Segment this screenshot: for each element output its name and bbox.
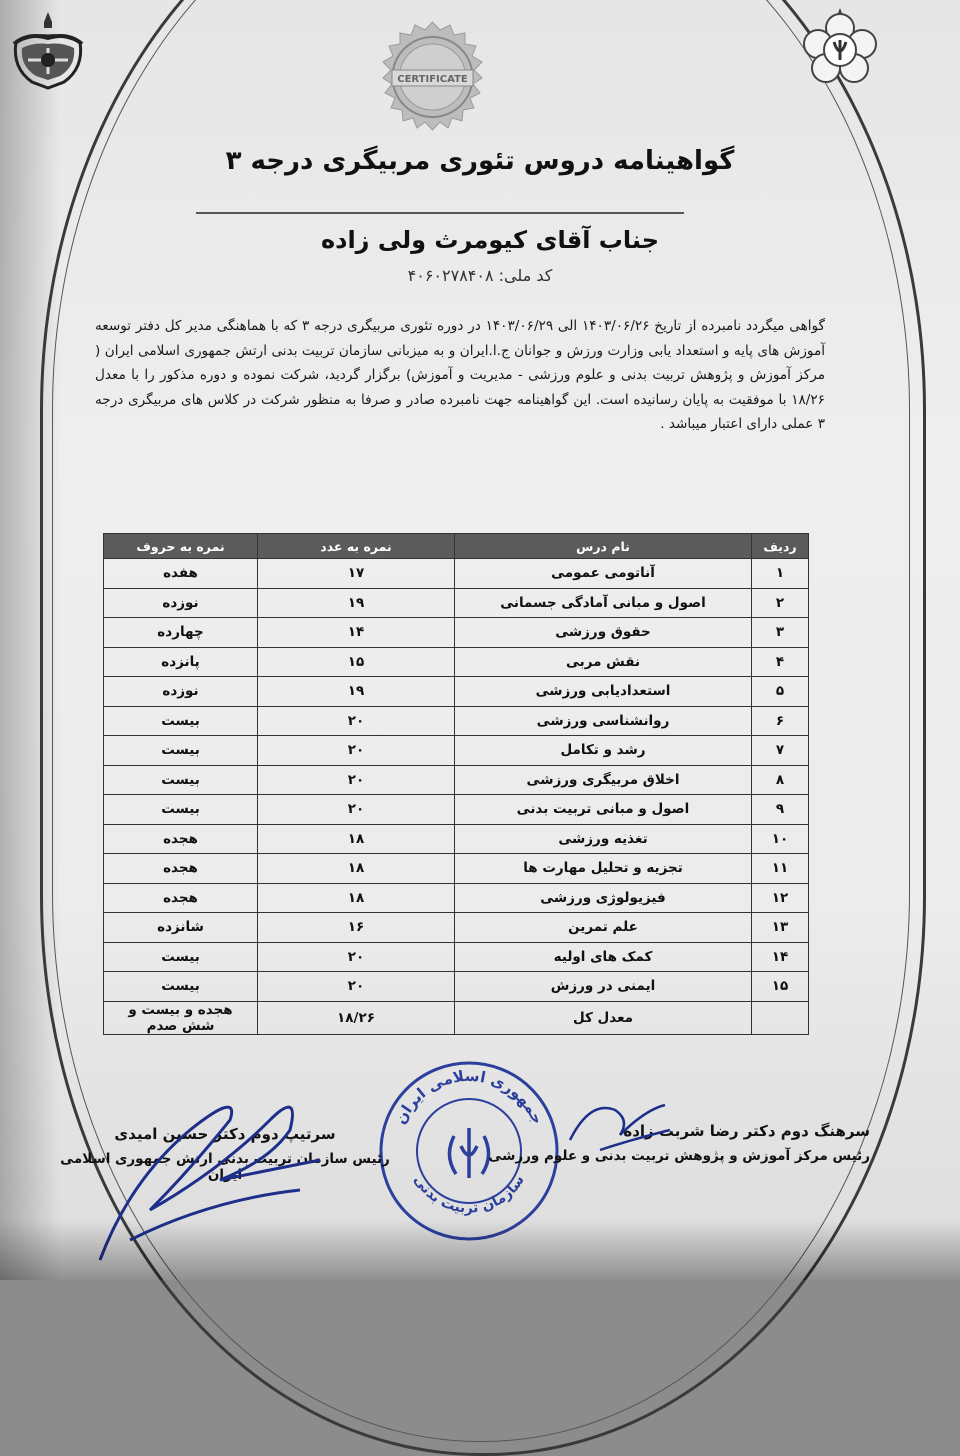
score-words: بیست [104,795,258,825]
army-emblem-icon [8,8,88,92]
signer-left-role: رئیس سازمان تربیت بدنی ارتش جمهوری اسلامی ایران [60,1151,390,1183]
certificate-title: گواهینامه دروس تئوری مربیگری درجه ۳ [225,146,735,176]
signer-left-name: سرتیپ دوم دکتر حسین امیدی [114,1125,336,1143]
signer-right-name: سرهنگ دوم دکتر رضا شربت زاده [623,1122,870,1140]
table-row [104,765,809,795]
score-number: ۲۰ [258,706,455,736]
table-row [104,647,809,677]
table-row [104,736,809,766]
course-name: نقش مربی [455,647,752,677]
row-number: ۳ [752,618,809,648]
score-number: ۲۰ [258,972,455,1002]
row-number: ۶ [752,706,809,736]
ministry-emblem-icon [800,2,880,88]
score-words: هفده [104,559,258,589]
score-words: بیست [104,972,258,1002]
score-words: پانزده [104,647,258,677]
course-name: اخلاق مربیگری ورزشی [455,765,752,795]
row-number: ۵ [752,677,809,707]
total-label: معدل کل [455,1001,752,1034]
score-number: ۱۹ [258,677,455,707]
score-words: شانزده [104,913,258,943]
score-words: بیست [104,736,258,766]
score-words: بیست [104,765,258,795]
score-words: هجده [104,824,258,854]
table-total-row [104,1001,809,1034]
header-row-number: ردیف [752,534,809,559]
score-number: ۱۷ [258,559,455,589]
row-number: ۱۲ [752,883,809,913]
table-row [104,706,809,736]
total-score-words: هجده و بیست و شش صدم [104,1001,258,1034]
signer-right-role: رئیس مرکز آموزش و پژوهش تربیت بدنی و علوم ورزشی [488,1148,870,1164]
course-name: کمک های اولیه [455,942,752,972]
score-number: ۲۰ [258,942,455,972]
score-number: ۱۶ [258,913,455,943]
course-name: حقوق ورزشی [455,618,752,648]
score-words: هجده [104,854,258,884]
row-number: ۱۱ [752,854,809,884]
row-number: ۸ [752,765,809,795]
score-number: ۱۸ [258,854,455,884]
total-score-number: ۱۸/۲۶ [258,1001,455,1034]
table-row [104,972,809,1002]
score-number: ۱۵ [258,647,455,677]
table-row [104,913,809,943]
row-number: ۲ [752,588,809,618]
seal-text: CERTIFICATE [397,74,468,85]
score-number: ۱۴ [258,618,455,648]
table-header-row [104,534,809,559]
grades-table [103,533,809,1035]
table-row [104,854,809,884]
course-name: اصول و مبانی تربیت بدنی [455,795,752,825]
course-name: روانشناسی ورزشی [455,706,752,736]
row-number: ۱۴ [752,942,809,972]
header-score-number: نمره به عدد [258,534,455,559]
row-number: ۹ [752,795,809,825]
score-number: ۲۰ [258,795,455,825]
svg-text:جمهوری اسلامی ایران [391,1067,547,1127]
row-number: ۱۵ [752,972,809,1002]
stamp-text-bottom: سازمان تربیت بدنی [410,1172,528,1217]
certificate-seal-icon [370,20,495,145]
course-name: تجزیه و تحلیل مهارت ها [455,854,752,884]
table-row [104,677,809,707]
course-name: علم تمرین [455,913,752,943]
table-row [104,559,809,589]
row-number: ۷ [752,736,809,766]
stamp-text-top: جمهوری اسلامی ایران [391,1066,547,1127]
recipient-name: جناب آقای کیومرث ولی زاده [320,226,660,254]
row-number: ۱ [752,559,809,589]
course-name: فیزیولوژی ورزشی [455,883,752,913]
table-row [104,588,809,618]
row-number: ۱۰ [752,824,809,854]
course-name: استعدادیابی ورزشی [455,677,752,707]
header-score-words: نمره به حروف [104,534,258,559]
score-words: بیست [104,942,258,972]
course-name: رشد و تکامل [455,736,752,766]
national-id: کد ملی: ۴۰۶۰۲۷۸۴۰۸ [407,266,553,285]
course-name: آناتومی عمومی [455,559,752,589]
svg-text:سازمان تربیت بدنی [410,1172,527,1216]
row-number: ۱۳ [752,913,809,943]
table-row [104,883,809,913]
page-shadow-bottom [0,1220,960,1280]
score-number: ۱۹ [258,588,455,618]
score-number: ۱۸ [258,883,455,913]
table-row [104,824,809,854]
score-number: ۱۸ [258,824,455,854]
table-row [104,795,809,825]
header-course-name: نام درس [455,534,752,559]
row-number-empty [752,1001,809,1034]
certificate-body: گواهی میگردد نامبرده از تاریخ ۱۴۰۳/۰۶/۲۶ الی ۱۴۰۳/۰۶/۲۹ در دوره تئوری مربیگری درجه ۳ که با هماهنگی مدیر کل دفتر توسعه آموزش های پایه و استعداد یابی وزارت ورزش و جوانان ج.ا.ایران و به میزبانی سازمان تربیت بدنی ارتش جمهوری اسلامی ایران ( مرکز آموزش و پژوهش تربیت بدنی و علوم ورزشی - مدیریت و آموزش) برگزار گردید، شرکت نموده و دوره مذکور را با معدل ۱۸/۲۶ با موفقیت به پایان رسانیده است. این گواهینامه جهت نامبرده صادر و صرفا به منظور شرکت در کلاس های مربیگری درجه ۳ عملی دارای اعتبار میباشد . [95,318,826,432]
table-row [104,942,809,972]
score-words: بیست [104,706,258,736]
course-name: ایمنی در ورزش [455,972,752,1002]
score-number: ۲۰ [258,765,455,795]
handwritten-signature-right-icon [560,1080,680,1170]
score-words: چهارده [104,618,258,648]
course-name: اصول و مبانی آمادگی جسمانی [455,588,752,618]
score-words: نوزده [104,677,258,707]
table-row [104,618,809,648]
score-words: نوزده [104,588,258,618]
title-divider [196,212,684,214]
row-number: ۴ [752,647,809,677]
score-words: هجده [104,883,258,913]
course-name: تغذیه ورزشی [455,824,752,854]
score-number: ۲۰ [258,736,455,766]
